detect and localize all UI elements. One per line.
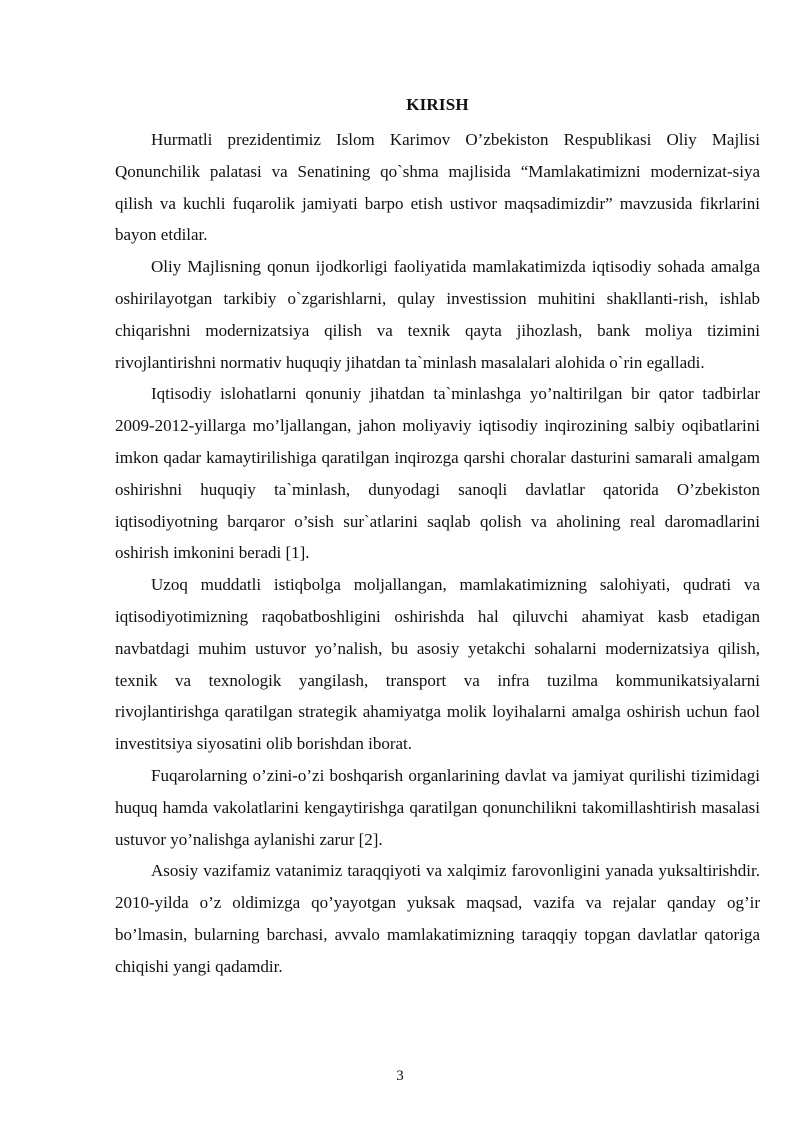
paragraph-6: Asosiy vazifamiz vatanimiz taraqqiyoti va xalqimiz farovonligini yanada yuksaltirishdir. 2010-yilda o’z oldimizga qo’yayotgan yuksak maqsad, vazifa va rejalar qanday og’ir bo’lmasin, bularning barchasi, avvalo mamlakatimizning taraqqiy topgan davlatlar qatoriga chiqishi yangi qadamdir. <box>115 861 760 976</box>
page-number: 3 <box>396 1068 404 1084</box>
paragraph-2: Oliy Majlisning qonun ijodkorligi faoliyatida mamlakatimizda iqtisodiy sohada amalga oshirilayotgan tarkibiy o`zgarishlarni, qulay investission muhitini shakllanti-rish, ishlab chiqarishni modernizatsiya qilish va texnik qayta jihozlash, bank moliya tizimini rivojlantirishni normativ huquqiy jihatdan ta`minlash masalalari alohida o`rin egalladi. <box>115 257 760 372</box>
document-page <box>115 92 760 983</box>
section-title: KIRISH <box>406 95 469 114</box>
paragraph-4: Uzoq muddatli istiqbolga moljallangan, mamlakatimizning salohiyati, qudrati va iqtisodiyotimizning raqobatboshligini oshirishda hal qiluvchi ahamiyat kasb etadigan navbatdagi muhim ustuvor yo’nalish, bu asosiy yetakchi sohalarni modernizatsiya qilish, texnik va texnologik yangilash, transport va infra tuzilma kommunikatsiyalarni rivojlantirishga qaratilgan strategik ahamiyatga molik loyihalarni amalga oshirish uchun faol investitsiya siyosatini olib borishdan iborat. <box>115 575 760 754</box>
paragraph-3: Iqtisodiy islohatlarni qonuniy jihatdan ta`minlashga yo’naltirilgan bir qator tadbirlar 2009-2012-yillarga mo’ljallangan, jahon moliyaviy iqtisodiy inqirozining salbiy oqibatlarini imkon qadar kamaytirilishiga qaratilgan inqirozga qarshi choralar dasturini samarali amalgam oshirishni huquqiy ta`minlash, dunyodagi sanoqli davlatlar qatorida O’zbekiston iqtisodiyotning barqaror o’sish sur`atlarini saqlab qolish va aholining real daromadlarini oshirish imkonini beradi [1]. <box>115 384 760 563</box>
paragraph-5: Fuqarolarning o’zini-o’zi boshqarish organlarining davlat va jamiyat qurilishi tizimidagi huquq hamda vakolatlarini kengaytirishga qaratilgan qonunchilikni takomillashtirish masalasi ustuvor yo’nalishga aylanishi zarur [2]. <box>115 765 760 849</box>
paragraph-1: Hurmatli prezidentimiz Islom Karimov O’zbekiston Respublikasi Oliy Majlisi Qonunchilik palatasi va Senatining qo`shma majlisida “Mamlakatimizni modernizat-siya qilish va kuchli fuqarolik jamiyati barpo etish ustivor maqsadimizdir” mavzusida fikrlarini bayon etdilar. <box>115 130 760 245</box>
